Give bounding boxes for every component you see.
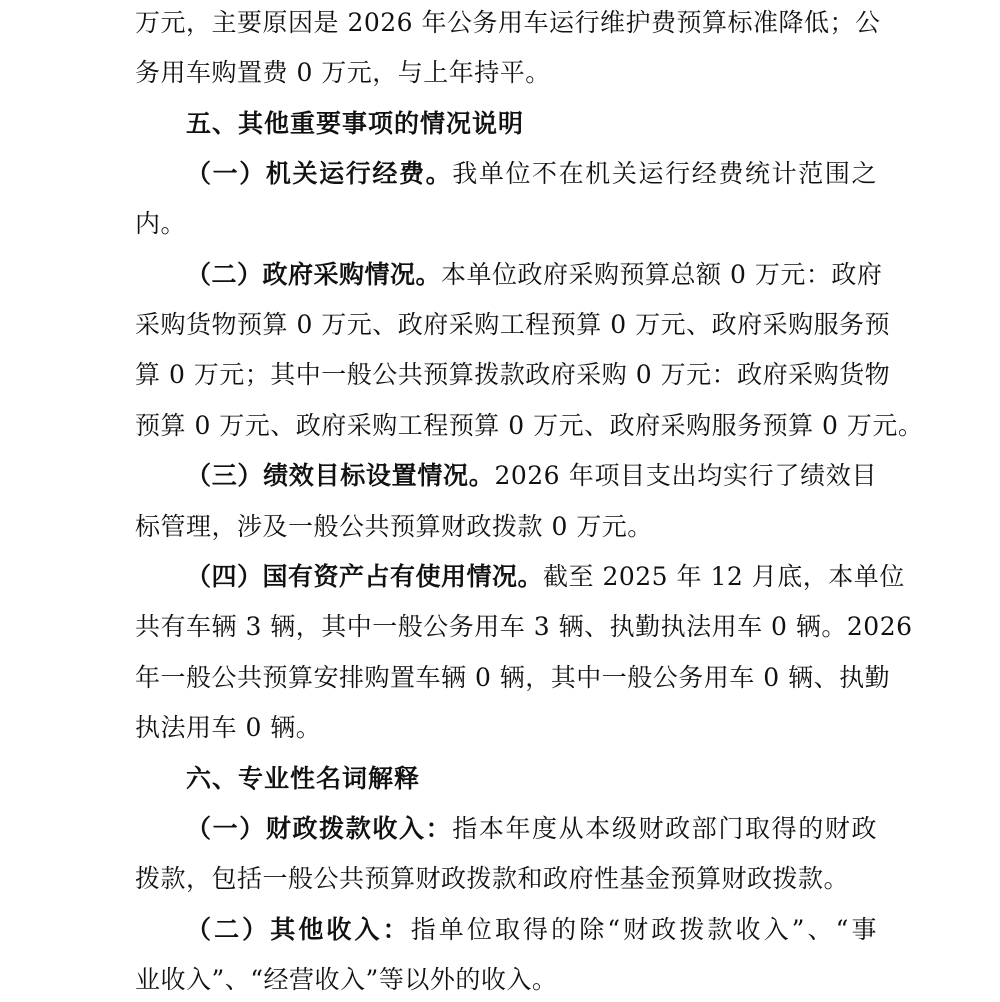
paragraph-line: 预算 0 万元、政府采购工程预算 0 万元、政府采购服务预算 0 万元。	[135, 411, 924, 440]
item-text: 2026 年项目支出均实行了绩效目	[494, 461, 877, 490]
paragraph-line: 标管理，涉及一般公共预算财政拨款 0 万元。	[135, 512, 653, 541]
paragraph-line	[186, 809, 877, 849]
section-heading-6: 六、专业性名词解释	[186, 764, 421, 793]
section-heading-5: 五、其他重要事项的情况说明	[186, 109, 525, 138]
paragraph-line: 执法用车 0 辆。	[135, 713, 322, 742]
paragraph-line: 共有车辆 3 辆，其中一般公务用车 3 辆、执勤执法用车 0 辆。2026	[135, 612, 913, 641]
item-label: （一）机关运行经费。	[186, 159, 453, 188]
paragraph-line: 内。	[135, 209, 187, 238]
paragraph-line	[186, 910, 877, 950]
paragraph-line	[186, 456, 877, 496]
item-label: （一）财政拨款收入：	[186, 814, 453, 843]
paragraph-line	[186, 557, 905, 597]
paragraph-line: 拨款，包括一般公共预算财政拨款和政府性基金预算财政拨款。	[135, 864, 850, 893]
item-label: （四）国有资产占有使用情况。	[186, 562, 544, 591]
paragraph-line	[186, 154, 877, 194]
item-text: 截至 2025 年 12 月底，本单位	[543, 562, 905, 591]
item-label: （二）政府采购情况。	[186, 260, 442, 289]
paragraph-line: 采购货物预算 0 万元、政府采购工程预算 0 万元、政府采购服务预	[135, 310, 891, 339]
item-label: （二）其他收入：	[186, 915, 411, 944]
paragraph-line	[186, 255, 883, 295]
paragraph-line: 算 0 万元；其中一般公共预算拨款政府采购 0 万元：政府采购货物	[135, 360, 891, 389]
paragraph-line: 业收入”、“经营收入”等以外的收入。	[135, 965, 558, 994]
item-text: 指单位取得的除“财政拨款收入”、“事	[410, 915, 877, 944]
item-text: 指本年度从本级财政部门取得的财政	[452, 814, 877, 843]
paragraph-line: 务用车购置费 0 万元，与上年持平。	[135, 58, 551, 87]
paragraph-line: 万元，主要原因是 2026 年公务用车运行维护费预算标准降低；公	[135, 8, 881, 37]
item-text: 本单位政府采购预算总额 0 万元：政府	[441, 260, 883, 289]
paragraph-line: 年一般公共预算安排购置车辆 0 辆，其中一般公务用车 0 辆、执勤	[135, 663, 891, 692]
item-text: 我单位不在机关运行经费统计范围之	[452, 159, 877, 188]
item-label: （三）绩效目标设置情况。	[186, 461, 495, 490]
